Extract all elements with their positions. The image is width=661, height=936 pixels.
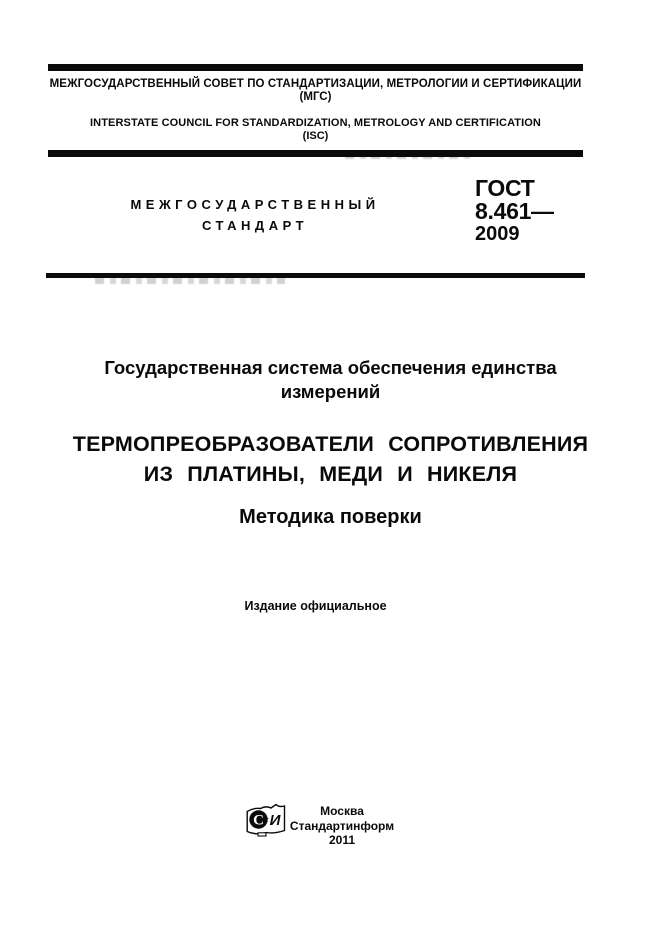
council-abbr-en: (ISC) xyxy=(302,130,329,142)
system-title-line2: измерений xyxy=(280,381,381,402)
standard-code-year: 2009 xyxy=(475,223,520,245)
standard-type-line2: СТАНДАРТ xyxy=(201,218,309,233)
svg-text:С: С xyxy=(253,812,264,829)
middle-rule xyxy=(48,150,583,157)
document-subtitle: Методика поверки xyxy=(239,506,422,528)
imprint-city: Москва xyxy=(320,804,364,818)
imprint xyxy=(242,804,442,848)
svg-text:И: И xyxy=(269,812,281,829)
edition-note: Издание официальное xyxy=(244,599,387,613)
council-name-ru: МЕЖГОСУДАРСТВЕННЫЙ СОВЕТ ПО СТАНДАРТИЗАЦИИ, МЕТРОЛОГИИ И СЕРТИФИКАЦИИ xyxy=(49,78,582,90)
standard-code-number: 8.461— xyxy=(475,198,554,224)
standard-code-gost: ГОСТ xyxy=(475,175,535,201)
council-name-en: INTERSTATE COUNCIL FOR STANDARDIZATION, METROLOGY AND CERTIFICATION xyxy=(90,117,541,129)
top-rule xyxy=(48,64,583,71)
council-header xyxy=(48,77,583,143)
system-title-line1: Государственная система обеспечения единства xyxy=(104,357,557,378)
system-title xyxy=(0,356,661,404)
standard-type-line1: МЕЖГОСУДАРСТВЕННЫЙ xyxy=(130,197,380,212)
standard-type xyxy=(55,194,455,236)
imprint-publisher: Стандартинформ xyxy=(289,818,395,833)
svg-text:т: т xyxy=(264,815,269,825)
council-abbr-ru: (МГС) xyxy=(299,91,332,103)
document-title-line2: ИЗ ПЛАТИНЫ, МЕДИ И НИКЕЛЯ xyxy=(143,462,518,486)
standard-code xyxy=(475,177,554,246)
imprint-year: 2011 xyxy=(328,833,356,847)
document-title xyxy=(0,429,661,489)
designation-rule xyxy=(46,273,585,278)
document-title-line1: ТЕРМОПРЕОБРАЗОВАТЕЛИ СОПРОТИВЛЕНИЯ xyxy=(72,432,589,456)
